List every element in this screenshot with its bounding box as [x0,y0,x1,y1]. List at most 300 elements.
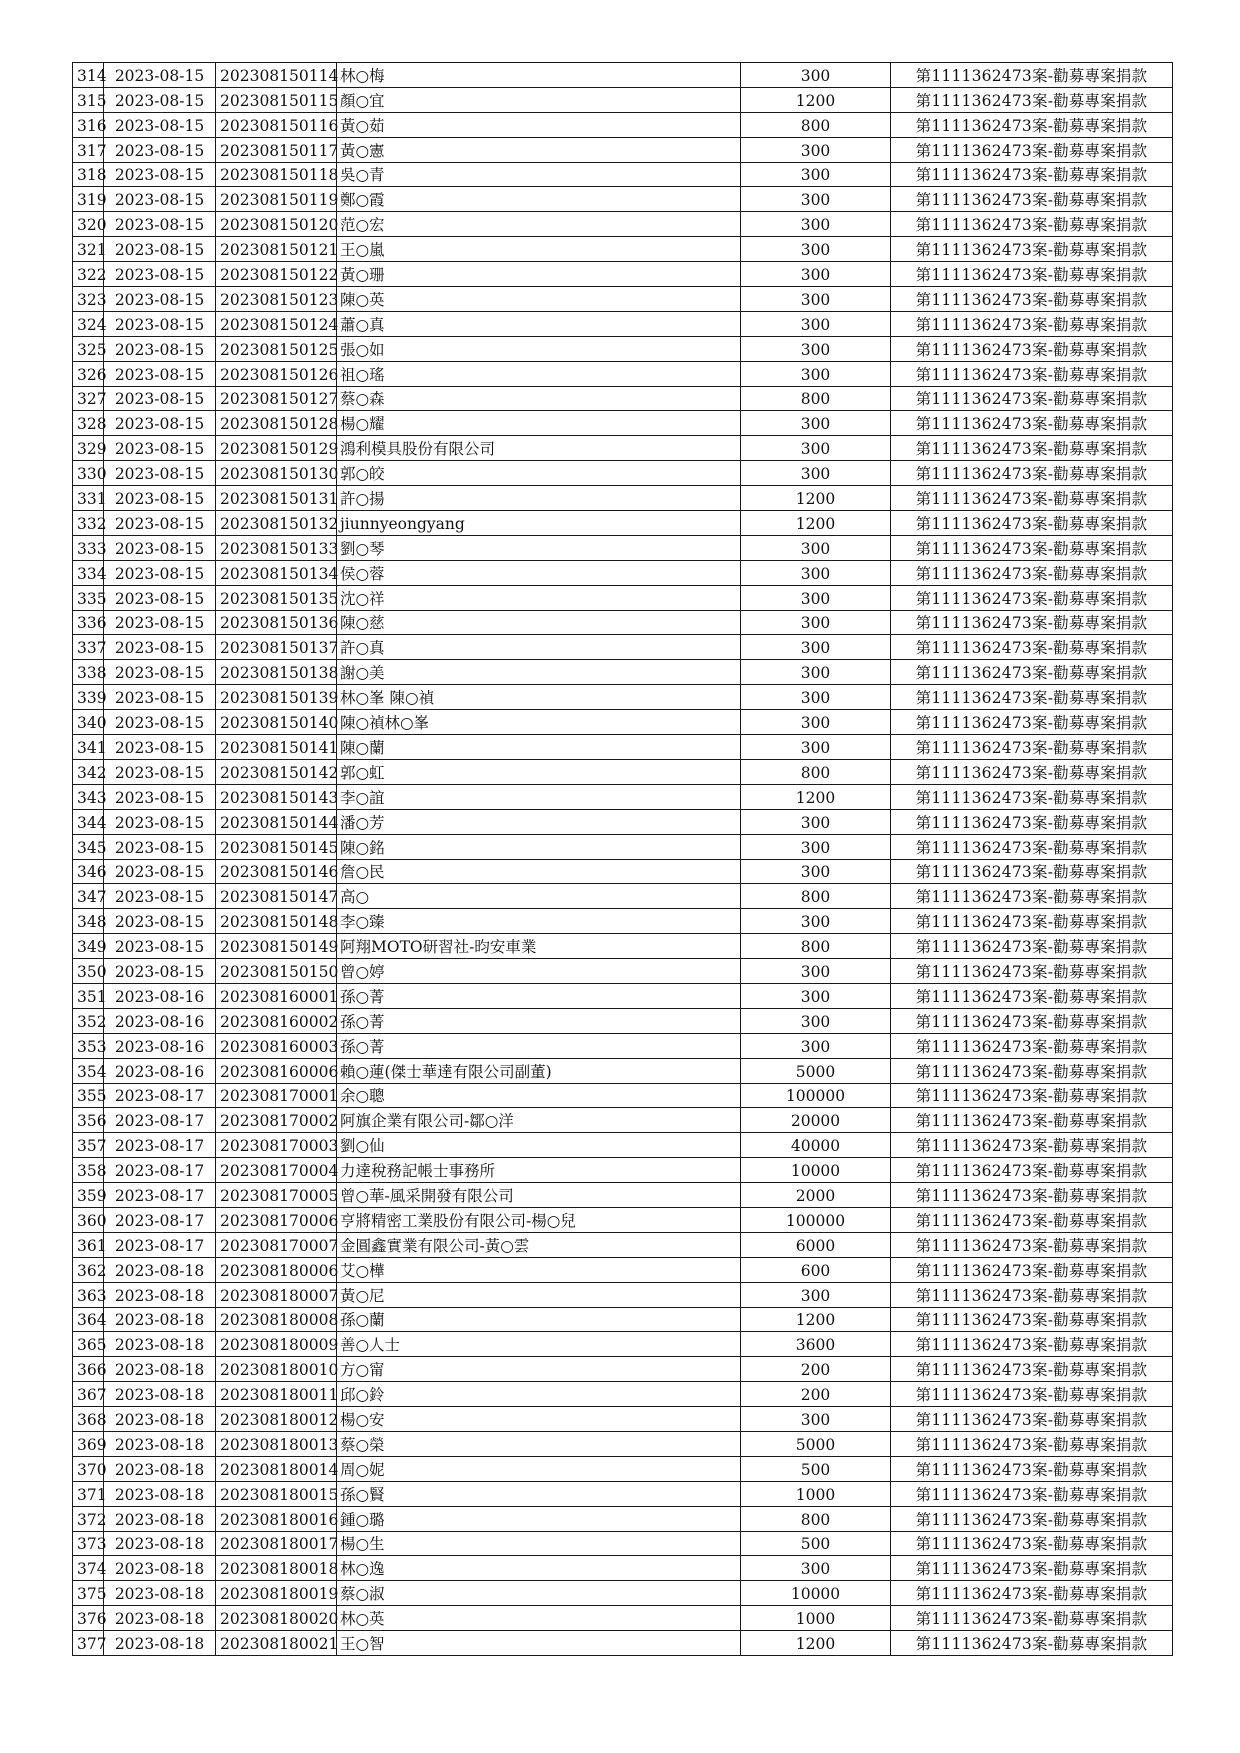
receipt-number: 202308180017 [216,1531,337,1556]
donation-purpose: 第1111362473案-勸募專案捐款 [891,560,1173,585]
donor-name: 邱○鈴 [337,1382,741,1407]
donation-date: 2023-08-15 [104,585,216,610]
row-number: 348 [73,909,104,934]
receipt-number: 202308180021 [216,1631,337,1656]
donation-purpose: 第1111362473案-勸募專案捐款 [891,336,1173,361]
donation-amount: 40000 [741,1133,891,1158]
table-row [73,411,1173,436]
receipt-number: 202308180010 [216,1357,337,1382]
row-number: 353 [73,1033,104,1058]
donation-purpose: 第1111362473案-勸募專案捐款 [891,1133,1173,1158]
donation-date: 2023-08-15 [104,461,216,486]
table-row [73,1058,1173,1083]
donation-date: 2023-08-15 [104,610,216,635]
donation-amount: 1000 [741,1481,891,1506]
donation-purpose: 第1111362473案-勸募專案捐款 [891,610,1173,635]
donation-amount: 1200 [741,784,891,809]
row-number: 362 [73,1257,104,1282]
table-row [73,1257,1173,1282]
donor-name: 詹○民 [337,859,741,884]
table-row [73,959,1173,984]
receipt-number: 202308150122 [216,262,337,287]
receipt-number: 202308170003 [216,1133,337,1158]
donation-date: 2023-08-18 [104,1407,216,1432]
donor-name: 潘○芳 [337,809,741,834]
row-number: 329 [73,436,104,461]
row-number: 327 [73,386,104,411]
donation-purpose: 第1111362473案-勸募專案捐款 [891,909,1173,934]
table-row [73,511,1173,536]
receipt-number: 202308150147 [216,884,337,909]
donor-name: 楊○耀 [337,411,741,436]
row-number: 351 [73,983,104,1008]
donation-date: 2023-08-15 [104,386,216,411]
donation-purpose: 第1111362473案-勸募專案捐款 [891,1183,1173,1208]
row-number: 321 [73,237,104,262]
receipt-number: 202308150126 [216,361,337,386]
row-number: 352 [73,1008,104,1033]
donation-amount: 300 [741,635,891,660]
donation-amount: 100000 [741,1083,891,1108]
donor-name: 余○聰 [337,1083,741,1108]
donor-name: 孫○蘭 [337,1307,741,1332]
donation-date: 2023-08-15 [104,187,216,212]
donation-purpose: 第1111362473案-勸募專案捐款 [891,635,1173,660]
donation-date: 2023-08-15 [104,710,216,735]
donation-amount: 5000 [741,1431,891,1456]
donation-amount: 100000 [741,1207,891,1232]
row-number: 316 [73,112,104,137]
receipt-number: 202308180006 [216,1257,337,1282]
donation-amount: 600 [741,1257,891,1282]
receipt-number: 202308160003 [216,1033,337,1058]
donor-name: 蔡○淑 [337,1581,741,1606]
row-number: 375 [73,1581,104,1606]
receipt-number: 202308160001 [216,983,337,1008]
donation-date: 2023-08-15 [104,311,216,336]
donor-name: 孫○菁 [337,983,741,1008]
donation-date: 2023-08-15 [104,859,216,884]
donation-date: 2023-08-16 [104,1058,216,1083]
row-number: 364 [73,1307,104,1332]
donor-name: 孫○菁 [337,1033,741,1058]
donation-date: 2023-08-18 [104,1456,216,1481]
donor-name: 阿旗企業有限公司-鄒○洋 [337,1108,741,1133]
row-number: 355 [73,1083,104,1108]
donation-purpose: 第1111362473案-勸募專案捐款 [891,685,1173,710]
donation-purpose: 第1111362473案-勸募專案捐款 [891,735,1173,760]
receipt-number: 202308150136 [216,610,337,635]
row-number: 340 [73,710,104,735]
donation-date: 2023-08-15 [104,635,216,660]
donation-amount: 300 [741,287,891,312]
donation-date: 2023-08-18 [104,1556,216,1581]
receipt-number: 202308150130 [216,461,337,486]
donation-purpose: 第1111362473案-勸募專案捐款 [891,859,1173,884]
table-row [73,585,1173,610]
row-number: 323 [73,287,104,312]
donation-purpose: 第1111362473案-勸募專案捐款 [891,1407,1173,1432]
row-number: 363 [73,1282,104,1307]
table-row [73,87,1173,112]
donor-name: 蔡○榮 [337,1431,741,1456]
table-row [73,834,1173,859]
receipt-number: 202308150145 [216,834,337,859]
row-number: 349 [73,934,104,959]
donor-name: 阿翔MOTO研習社-昀安車業 [337,934,741,959]
receipt-number: 202308150128 [216,411,337,436]
donor-name: 王○智 [337,1631,741,1656]
donation-purpose: 第1111362473案-勸募專案捐款 [891,162,1173,187]
donation-purpose: 第1111362473案-勸募專案捐款 [891,585,1173,610]
donation-amount: 500 [741,1531,891,1556]
donor-name: 高○ [337,884,741,909]
donor-name: 艾○樺 [337,1257,741,1282]
row-number: 361 [73,1232,104,1257]
table-row [73,1232,1173,1257]
row-number: 318 [73,162,104,187]
receipt-number: 202308150139 [216,685,337,710]
donation-purpose: 第1111362473案-勸募專案捐款 [891,461,1173,486]
donation-purpose: 第1111362473案-勸募專案捐款 [891,1158,1173,1183]
row-number: 343 [73,784,104,809]
donor-name: 孫○賢 [337,1481,741,1506]
table-row [73,685,1173,710]
table-row [73,1631,1173,1656]
donor-name: 黃○尼 [337,1282,741,1307]
receipt-number: 202308170006 [216,1207,337,1232]
donation-date: 2023-08-18 [104,1307,216,1332]
donation-date: 2023-08-18 [104,1332,216,1357]
donation-amount: 300 [741,1008,891,1033]
table-row [73,1606,1173,1631]
table-row [73,1556,1173,1581]
donation-amount: 300 [741,262,891,287]
donation-purpose: 第1111362473案-勸募專案捐款 [891,834,1173,859]
table-row [73,1357,1173,1382]
receipt-number: 202308180011 [216,1382,337,1407]
donor-name: 李○誼 [337,784,741,809]
receipt-number: 202308180013 [216,1431,337,1456]
row-number: 333 [73,535,104,560]
donation-purpose: 第1111362473案-勸募專案捐款 [891,237,1173,262]
row-number: 315 [73,87,104,112]
donation-amount: 200 [741,1382,891,1407]
donation-amount: 3600 [741,1332,891,1357]
donation-date: 2023-08-15 [104,486,216,511]
donor-name: 孫○菁 [337,1008,741,1033]
row-number: 336 [73,610,104,635]
donor-name: 李○臻 [337,909,741,934]
receipt-number: 202308170002 [216,1108,337,1133]
donor-name: 黃○茹 [337,112,741,137]
donation-amount: 800 [741,112,891,137]
donation-purpose: 第1111362473案-勸募專案捐款 [891,436,1173,461]
table-row [73,1332,1173,1357]
table-row [73,1108,1173,1133]
donation-date: 2023-08-17 [104,1133,216,1158]
donor-name: 周○妮 [337,1456,741,1481]
donation-amount: 300 [741,685,891,710]
table-row [73,212,1173,237]
donor-name: 賴○蓮(傑士華達有限公司副董) [337,1058,741,1083]
donation-purpose: 第1111362473案-勸募專案捐款 [891,1108,1173,1133]
donation-amount: 300 [741,411,891,436]
donation-table [72,62,1173,1656]
donation-amount: 300 [741,63,891,88]
donor-name: 郭○皎 [337,461,741,486]
row-number: 377 [73,1631,104,1656]
donation-purpose: 第1111362473案-勸募專案捐款 [891,1332,1173,1357]
donation-amount: 2000 [741,1183,891,1208]
receipt-number: 202308150115 [216,87,337,112]
table-row [73,1456,1173,1481]
donor-name: 許○揚 [337,486,741,511]
table-row [73,934,1173,959]
donation-amount: 300 [741,1407,891,1432]
donor-name: jiunnyeongyang [337,511,741,536]
donation-date: 2023-08-15 [104,137,216,162]
donation-purpose: 第1111362473案-勸募專案捐款 [891,1531,1173,1556]
row-number: 370 [73,1456,104,1481]
row-number: 356 [73,1108,104,1133]
donation-amount: 300 [741,187,891,212]
donation-amount: 1200 [741,87,891,112]
donation-amount: 300 [741,461,891,486]
donation-amount: 300 [741,610,891,635]
receipt-number: 202308150141 [216,735,337,760]
donor-name: 陳○禎林○峯 [337,710,741,735]
donation-purpose: 第1111362473案-勸募專案捐款 [891,1506,1173,1531]
table-row [73,1083,1173,1108]
receipt-number: 202308180020 [216,1606,337,1631]
receipt-number: 202308150150 [216,959,337,984]
donation-date: 2023-08-15 [104,436,216,461]
donation-purpose: 第1111362473案-勸募專案捐款 [891,1456,1173,1481]
row-number: 374 [73,1556,104,1581]
donation-purpose: 第1111362473案-勸募專案捐款 [891,1207,1173,1232]
receipt-number: 202308180009 [216,1332,337,1357]
donation-amount: 300 [741,809,891,834]
donation-amount: 300 [741,560,891,585]
receipt-number: 202308150142 [216,759,337,784]
donation-date: 2023-08-15 [104,809,216,834]
donor-name: 許○真 [337,635,741,660]
donation-amount: 200 [741,1357,891,1382]
donation-purpose: 第1111362473案-勸募專案捐款 [891,983,1173,1008]
donor-name: 曾○華-風采開發有限公司 [337,1183,741,1208]
donation-amount: 10000 [741,1581,891,1606]
donation-date: 2023-08-18 [104,1382,216,1407]
donation-purpose: 第1111362473案-勸募專案捐款 [891,137,1173,162]
table-row [73,336,1173,361]
row-number: 330 [73,461,104,486]
table-row [73,1133,1173,1158]
row-number: 320 [73,212,104,237]
donation-date: 2023-08-18 [104,1631,216,1656]
donor-name: 鴻利模具股份有限公司 [337,436,741,461]
table-row [73,187,1173,212]
receipt-number: 202308150116 [216,112,337,137]
row-number: 325 [73,336,104,361]
donation-purpose: 第1111362473案-勸募專案捐款 [891,1631,1173,1656]
donation-date: 2023-08-18 [104,1506,216,1531]
donation-amount: 5000 [741,1058,891,1083]
receipt-number: 202308180014 [216,1456,337,1481]
donor-name: 力達稅務記帳士事務所 [337,1158,741,1183]
receipt-number: 202308160002 [216,1008,337,1033]
table-row [73,660,1173,685]
receipt-number: 202308150120 [216,212,337,237]
donor-name: 善○人士 [337,1332,741,1357]
donor-name: 王○嵐 [337,237,741,262]
donor-name: 陳○蘭 [337,735,741,760]
donation-amount: 300 [741,909,891,934]
donation-date: 2023-08-15 [104,511,216,536]
donor-name: 黃○憲 [337,137,741,162]
table-row [73,859,1173,884]
donation-date: 2023-08-16 [104,1033,216,1058]
donation-purpose: 第1111362473案-勸募專案捐款 [891,759,1173,784]
donation-purpose: 第1111362473案-勸募專案捐款 [891,784,1173,809]
donation-purpose: 第1111362473案-勸募專案捐款 [891,660,1173,685]
donor-name: 陳○英 [337,287,741,312]
table-row [73,610,1173,635]
row-number: 345 [73,834,104,859]
donation-amount: 300 [741,237,891,262]
donation-purpose: 第1111362473案-勸募專案捐款 [891,287,1173,312]
donation-amount: 800 [741,884,891,909]
receipt-number: 202308150133 [216,535,337,560]
table-row [73,1207,1173,1232]
donation-date: 2023-08-17 [104,1232,216,1257]
donation-amount: 300 [741,137,891,162]
row-number: 350 [73,959,104,984]
receipt-number: 202308150132 [216,511,337,536]
receipt-number: 202308170005 [216,1183,337,1208]
receipt-number: 202308150138 [216,660,337,685]
row-number: 339 [73,685,104,710]
row-number: 365 [73,1332,104,1357]
table-row [73,461,1173,486]
row-number: 334 [73,560,104,585]
row-number: 335 [73,585,104,610]
donation-date: 2023-08-15 [104,834,216,859]
donation-date: 2023-08-15 [104,535,216,560]
table-row [73,1407,1173,1432]
donation-purpose: 第1111362473案-勸募專案捐款 [891,809,1173,834]
donation-amount: 300 [741,1033,891,1058]
donation-date: 2023-08-16 [104,1008,216,1033]
donor-name: 曾○婷 [337,959,741,984]
donation-date: 2023-08-15 [104,162,216,187]
donation-date: 2023-08-17 [104,1108,216,1133]
row-number: 346 [73,859,104,884]
table-row [73,784,1173,809]
donation-date: 2023-08-15 [104,909,216,934]
donation-purpose: 第1111362473案-勸募專案捐款 [891,710,1173,735]
donation-amount: 300 [741,983,891,1008]
donation-purpose: 第1111362473案-勸募專案捐款 [891,1357,1173,1382]
table-row [73,1008,1173,1033]
receipt-number: 202308150119 [216,187,337,212]
row-number: 337 [73,635,104,660]
receipt-number: 202308150146 [216,859,337,884]
receipt-number: 202308150134 [216,560,337,585]
donation-amount: 300 [741,212,891,237]
donor-name: 侯○蓉 [337,560,741,585]
donation-amount: 6000 [741,1232,891,1257]
donation-date: 2023-08-15 [104,212,216,237]
table-row [73,1506,1173,1531]
donation-purpose: 第1111362473案-勸募專案捐款 [891,1307,1173,1332]
donation-purpose: 第1111362473案-勸募專案捐款 [891,112,1173,137]
donation-amount: 300 [741,834,891,859]
receipt-number: 202308170001 [216,1083,337,1108]
row-number: 342 [73,759,104,784]
donation-purpose: 第1111362473案-勸募專案捐款 [891,1232,1173,1257]
table-row [73,436,1173,461]
table-row [73,137,1173,162]
table-row [73,1431,1173,1456]
donation-date: 2023-08-15 [104,685,216,710]
donation-purpose: 第1111362473案-勸募專案捐款 [891,1382,1173,1407]
donation-purpose: 第1111362473案-勸募專案捐款 [891,511,1173,536]
donation-date: 2023-08-18 [104,1581,216,1606]
receipt-number: 202308150140 [216,710,337,735]
table-row [73,1481,1173,1506]
table-row [73,884,1173,909]
donation-date: 2023-08-18 [104,1431,216,1456]
row-number: 338 [73,660,104,685]
donation-amount: 300 [741,1556,891,1581]
row-number: 328 [73,411,104,436]
receipt-number: 202308150117 [216,137,337,162]
table-row [73,386,1173,411]
donation-amount: 300 [741,535,891,560]
receipt-number: 202308150127 [216,386,337,411]
donor-name: 鄭○霞 [337,187,741,212]
donation-date: 2023-08-15 [104,237,216,262]
table-row [73,262,1173,287]
donor-name: 顏○宜 [337,87,741,112]
row-number: 322 [73,262,104,287]
donation-amount: 300 [741,436,891,461]
donation-amount: 300 [741,859,891,884]
row-number: 357 [73,1133,104,1158]
row-number: 347 [73,884,104,909]
table-row [73,287,1173,312]
donation-date: 2023-08-17 [104,1083,216,1108]
donation-amount: 800 [741,1506,891,1531]
donor-name: 金圓鑫實業有限公司-黃○雲 [337,1232,741,1257]
donation-purpose: 第1111362473案-勸募專案捐款 [891,486,1173,511]
receipt-number: 202308180007 [216,1282,337,1307]
donation-date: 2023-08-18 [104,1606,216,1631]
donation-amount: 300 [741,735,891,760]
donation-date: 2023-08-18 [104,1481,216,1506]
donor-name: 蔡○森 [337,386,741,411]
row-number: 368 [73,1407,104,1432]
donation-amount: 300 [741,660,891,685]
row-number: 319 [73,187,104,212]
receipt-number: 202308150137 [216,635,337,660]
receipt-number: 202308170004 [216,1158,337,1183]
donation-amount: 300 [741,361,891,386]
donor-name: 楊○安 [337,1407,741,1432]
donation-purpose: 第1111362473案-勸募專案捐款 [891,212,1173,237]
table-row [73,112,1173,137]
